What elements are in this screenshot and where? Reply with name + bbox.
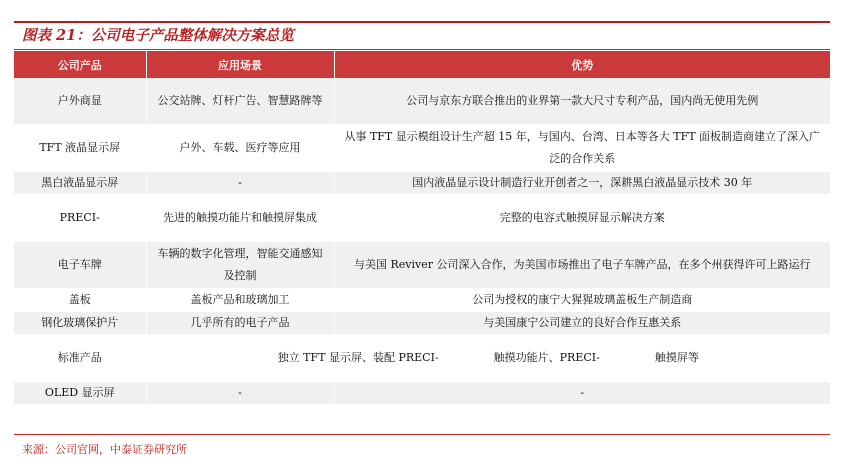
cell-scenario: 公交站牌、灯杆广告、智慧路牌等 (146, 78, 334, 125)
cell-scenario-merged: 独立 TFT 显示屏、装配 PRECI- 触摸功能片、PRECI- 触摸屏等 (146, 335, 830, 382)
cell-product: 黑白液晶显示屏 (14, 172, 146, 195)
cell-advantage: 与美国 Reviver 公司深入合作，为美国市场推出了电子车牌产品，在多个州获得许可上路运行 (334, 242, 830, 289)
cell-advantage: 公司为授权的康宁大猩猩玻璃盖板生产制造商 (334, 289, 830, 312)
table-row (14, 312, 830, 335)
cell-advantage: - (334, 382, 830, 405)
table-row (14, 289, 830, 312)
table-row (14, 125, 830, 172)
table-row (14, 242, 830, 289)
cell-scenario: 户外、车载、医疗等应用 (146, 125, 334, 172)
cell-scenario: - (146, 172, 334, 195)
cell-advantage: 完整的电容式触摸屏显示解决方案 (334, 195, 830, 242)
cell-scenario: 盖板产品和玻璃加工 (146, 289, 334, 312)
cell-advantage: 与美国康宁公司建立的良好合作互惠关系 (334, 312, 830, 335)
cell-scenario: - (146, 382, 334, 405)
figure-title: 图表 21：公司电子产品整体解决方案总览 (22, 27, 294, 44)
column-header-advantage: 优势 (334, 51, 830, 78)
table-row (14, 78, 830, 125)
table-row (14, 172, 830, 195)
title-rule (14, 49, 830, 50)
cell-product: 盖板 (14, 289, 146, 312)
cell-scenario: 先进的触摸功能片和触摸屏集成 (146, 195, 334, 242)
cell-product: OLED 显示屏 (14, 382, 146, 405)
source-note: 来源：公司官网，中泰证券研究所 (22, 443, 187, 456)
column-header-product: 公司产品 (14, 51, 146, 78)
cell-product: 钢化玻璃保护片 (14, 312, 146, 335)
cell-advantage: 从事 TFT 显示模组设计生产超 15 年，与国内、台湾、日本等各大 TFT 面板制造商建立了深入广泛的合作关系 (334, 125, 830, 172)
cell-product: PRECI- (14, 195, 146, 242)
table-row (14, 335, 830, 382)
solutions-table (14, 51, 830, 405)
bottom-rule (14, 434, 830, 435)
cell-scenario: 几乎所有的电子产品 (146, 312, 334, 335)
cell-product: TFT 液晶显示屏 (14, 125, 146, 172)
cell-product: 标准产品 (14, 335, 146, 382)
table-row (14, 382, 830, 405)
cell-scenario: 车辆的数字化管理，智能交通感知及控制 (146, 242, 334, 289)
cell-product: 电子车牌 (14, 242, 146, 289)
cell-product: 户外商显 (14, 78, 146, 125)
cell-advantage: 公司与京东方联合推出的业界第一款大尺寸专利产品，国内尚无使用先例 (334, 78, 830, 125)
table-row (14, 195, 830, 242)
header-row (14, 51, 830, 78)
top-rule (14, 21, 830, 23)
column-header-scenario: 应用场景 (146, 51, 334, 78)
cell-advantage: 国内液晶显示设计制造行业开创者之一，深耕黑白液晶显示技术 30 年 (334, 172, 830, 195)
